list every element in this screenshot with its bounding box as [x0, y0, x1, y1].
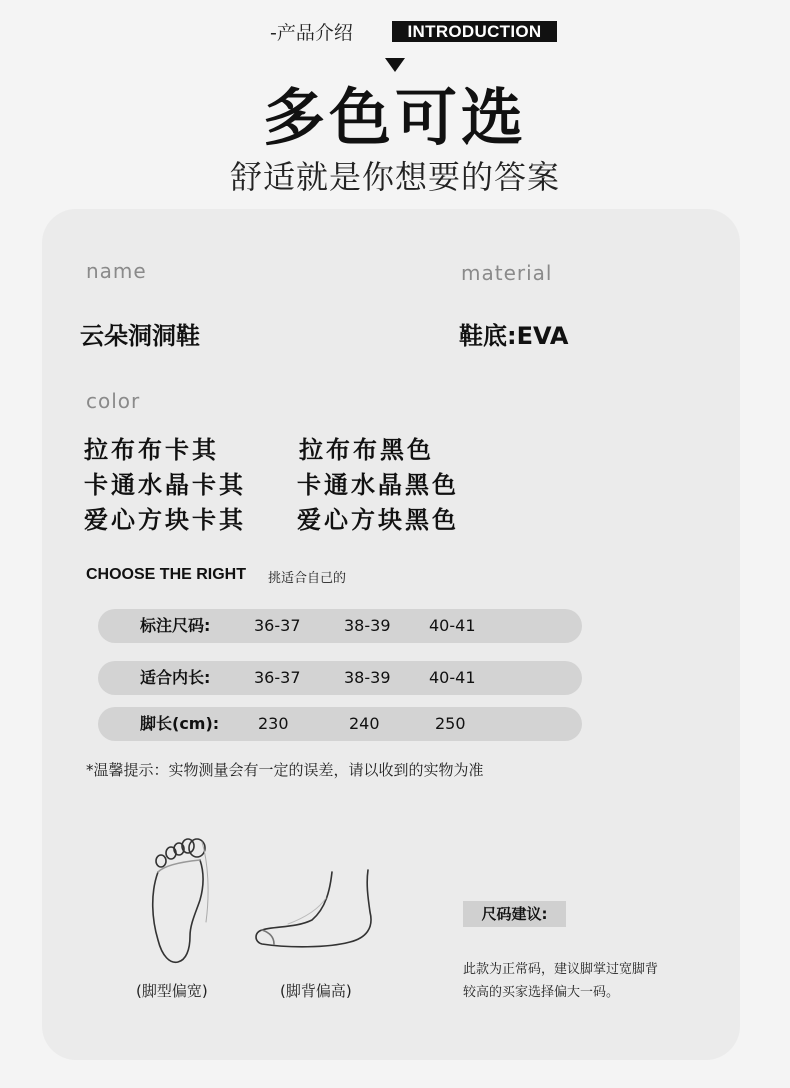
size-advice-text [463, 958, 703, 1004]
color-option: 卡通水晶卡其 [84, 471, 246, 499]
color-option: 爱心方块黑色 [297, 506, 459, 534]
size-row-label: 脚长(cm): [140, 714, 220, 733]
size-cell: 36-37 [254, 616, 301, 635]
wide-foot-caption: (脚型偏宽) [136, 982, 208, 1000]
size-cell: 36-37 [254, 668, 301, 687]
size-cell: 38-39 [344, 668, 391, 687]
size-row-label: 标注尺码: [140, 616, 211, 635]
foot-side-view-icon [248, 868, 380, 950]
color-label: color [86, 389, 141, 413]
size-chart-subtitle: 挑适合自己的 [268, 571, 347, 586]
page-subtitle: 舒适就是你想要的答案 [229, 158, 560, 196]
color-option: 拉布布黑色 [299, 436, 434, 464]
size-row-inner-length [98, 661, 582, 695]
size-cell: 230 [258, 714, 289, 733]
size-cell: 40-41 [429, 668, 476, 687]
size-chart-title: CHOOSE THE RIGHT [86, 566, 247, 583]
size-advice-heading: 尺码建议: [463, 901, 566, 927]
size-advice-line: 此款为正常码，建议脚掌过宽脚背 [463, 962, 659, 977]
material-label: material [461, 261, 553, 285]
size-cell: 240 [349, 714, 380, 733]
size-cell: 250 [435, 714, 466, 733]
page-title: 多色可选 [262, 81, 527, 154]
name-label: name [86, 259, 147, 283]
name-value: 云朵洞洞鞋 [80, 322, 200, 350]
color-option: 爱心方块卡其 [84, 506, 246, 534]
foot-top-view-icon [140, 832, 220, 968]
high-instep-caption: (脚背偏高) [280, 982, 352, 1000]
material-value: 鞋底:EVA [459, 322, 569, 350]
color-option: 拉布布卡其 [84, 436, 219, 464]
size-row-label-size [98, 609, 582, 643]
size-advice-line: 较高的买家选择偏大一码。 [463, 985, 620, 1000]
size-row-label: 适合内长: [140, 668, 211, 687]
size-row-foot-length [98, 707, 582, 741]
size-cell: 40-41 [429, 616, 476, 635]
measurement-note: *温馨提示：实物测量会有一定的误差，请以收到的实物为准 [86, 761, 484, 779]
size-cell: 38-39 [344, 616, 391, 635]
color-option: 卡通水晶黑色 [297, 471, 459, 499]
introduction-badge: INTRODUCTION [392, 21, 557, 42]
section-label: -产品介绍 [270, 22, 353, 44]
